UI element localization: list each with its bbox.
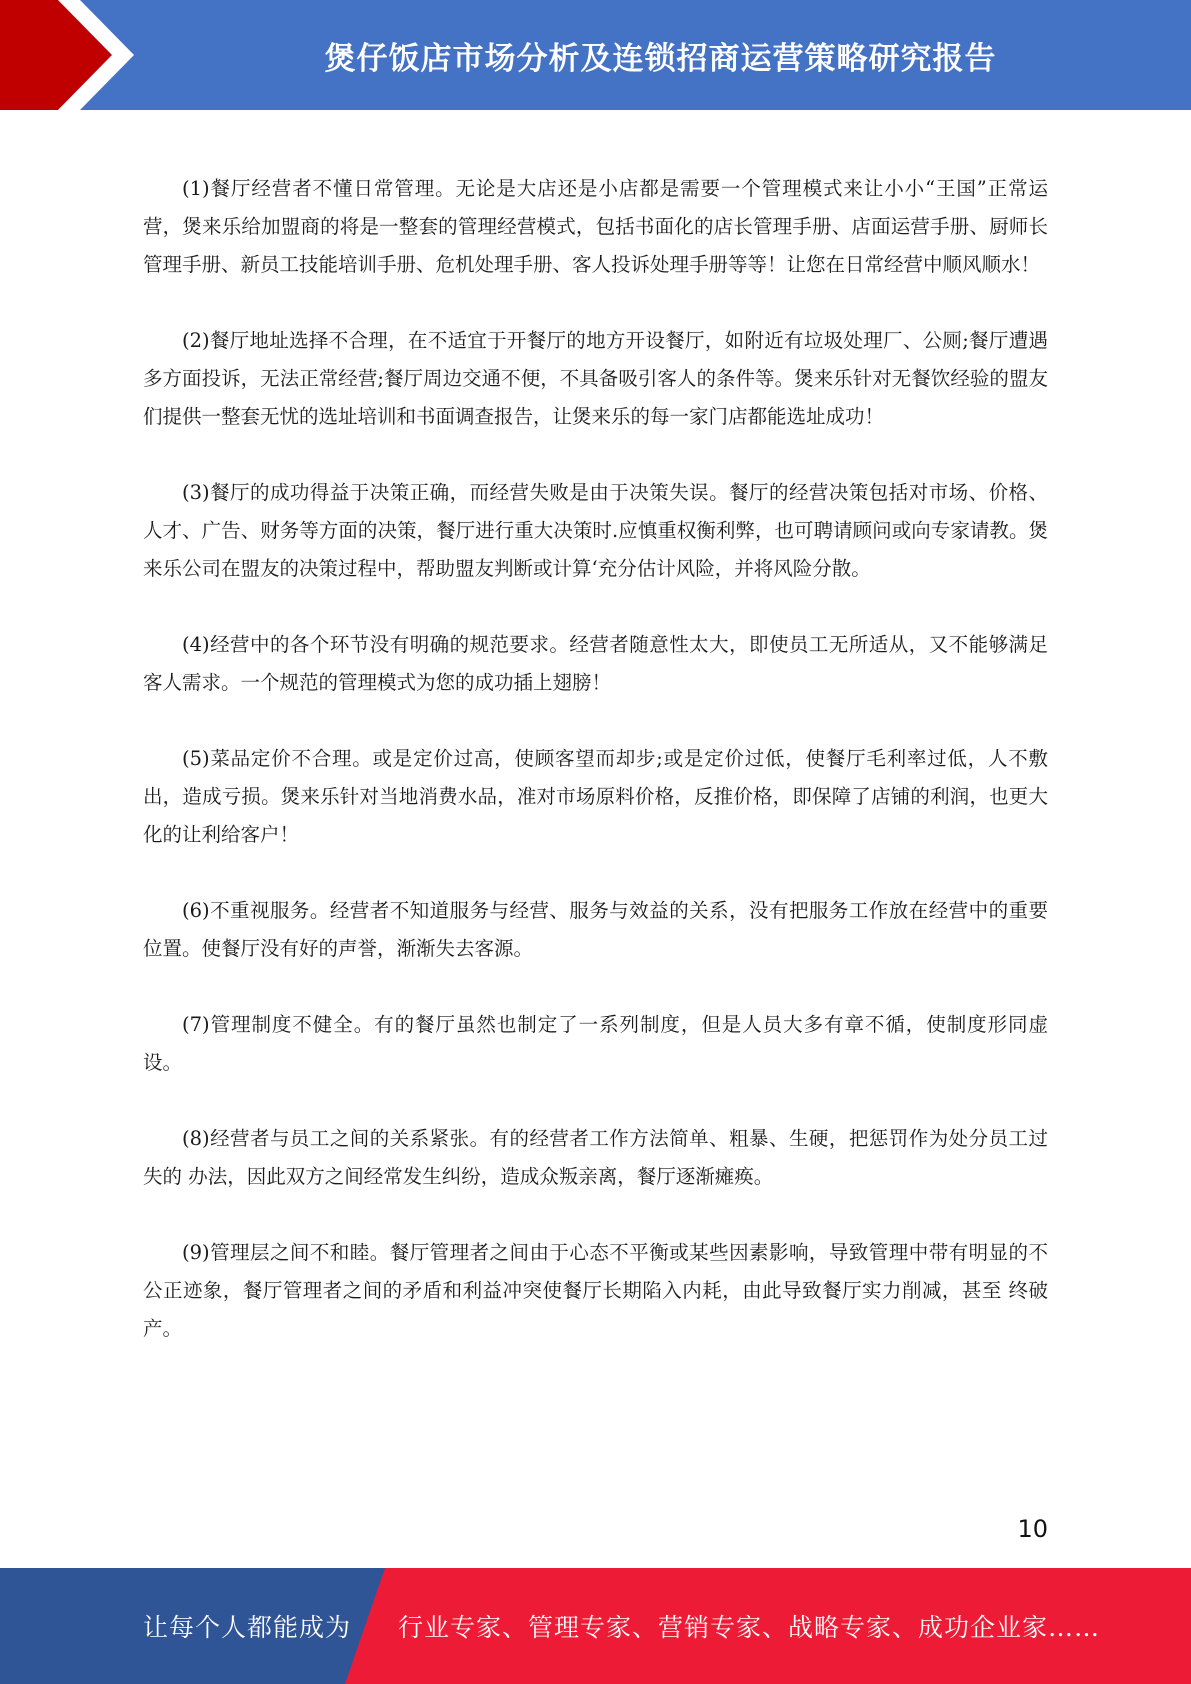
footer-slogan-left: 让每个人都能成为	[143, 1613, 352, 1642]
paragraph-4: (4)经营中的各个环节没有明确的规范要求。经营者随意性太大，即使员工无所适从，又不能够满足客人需求。一个规范的管理模式为您的成功插上翅膀！	[143, 633, 1048, 694]
footer-slogan-right: 行业专家、管理专家、营销专家、战略专家、成功企业家……	[398, 1613, 1101, 1642]
paragraph-1: (1)餐厅经营者不懂日常管理。无论是大店还是小店都是需要一个管理模式来让小小“王国”正常运营，煲来乐给加盟商的将是一整套的管理经营模式，包括书面化的店长管理手册、店面运营手册、厨师长管理手册、新员工技能培训手册、危机处理手册、客人投诉处理手册等等！让您在日常经营中顺风顺水！	[143, 177, 1048, 276]
header-arrow-decoration	[0, 0, 160, 110]
paragraph-3: (3)餐厅的成功得益于决策正确，而经营失败是由于决策失误。餐厅的经营决策包括对市场、价格、人才、广告、财务等方面的决策，餐厅进行重大决策时.应慎重权衡利弊，也可聘请顾问或向专家请教。煲来乐公司在盟友的决策过程中，帮助盟友判断或计算‘充分估计风险，并将风险分散。	[143, 481, 1048, 580]
paragraph-6: (6)不重视服务。经营者不知道服务与经营、服务与效益的关系，没有把服务工作放在经营中的重要位置。使餐厅没有好的声誉，渐渐失去客源。	[143, 899, 1048, 960]
paragraph-2: (2)餐厅地址选择不合理，在不适宜于开餐厅的地方开设餐厅，如附近有垃圾处理厂、公厕;餐厅遭遇多方面投诉，无法正常经营;餐厅周边交通不便，不具备吸引客人的条件等。煲来乐针对无餐饮经验的盟友们提供一整套无忧的选址培训和书面调查报告，让煲来乐的每一家门店都能选址成功！	[143, 329, 1048, 428]
paragraph-8: (8)经营者与员工之间的关系紧张。有的经营者工作方法简单、粗暴、生硬，把惩罚作为处分员工过失的 办法，因此双方之间经常发生纠纷，造成众叛亲离，餐厅逐渐瘫痪。	[143, 1127, 1048, 1188]
page-number: 10	[1017, 1515, 1048, 1543]
footer-band	[0, 1568, 1191, 1684]
report-body	[143, 170, 1048, 1386]
paragraph-5: (5)菜品定价不合理。或是定价过高，使顾客望而却步;或是定价过低，使餐厅毛利率过低，人不敷出，造成亏损。煲来乐针对当地消费水品，准对市场原料价格，反推价格，即保障了店铺的利润，也更大化的让利给客户！	[143, 747, 1048, 846]
paragraph-7: (7)管理制度不健全。有的餐厅虽然也制定了一系列制度，但是人员大多有章不循，使制度形同虚设。	[143, 1013, 1048, 1074]
document-title: 煲仔饭店市场分析及连锁招商运营策略研究报告	[324, 40, 997, 77]
paragraph-9: (9)管理层之间不和睦。餐厅管理者之间由于心态不平衡或某些因素影响，导致管理中带有明显的不公正迹象，餐厅管理者之间的矛盾和利益冲突使餐厅长期陷入内耗，由此导致餐厅实力削减，甚至 终破产。	[143, 1241, 1048, 1340]
header-band	[0, 0, 1191, 110]
